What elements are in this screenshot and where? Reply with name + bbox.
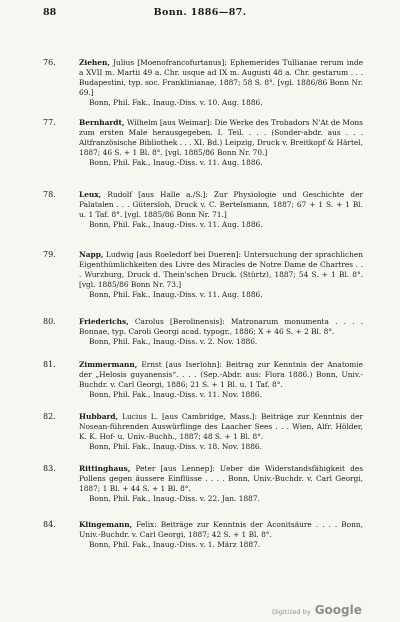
entry-text: Rudolf [aus Halle a./S.]: Zur Physiologie und Geschichte der Palatalen . . . Gütersloh, Druck v. C. Bertelsmann, 1887; 67 + 1 S. + 1 Bl. u. 1 Taf. 8°. [vgl. 1885/86 Bonn Nr. 71.] xyxy=(79,190,363,219)
entry-number: 79. xyxy=(43,250,56,259)
entry-number: 84. xyxy=(43,520,56,529)
entry-76 xyxy=(43,58,363,108)
entry-number: 83. xyxy=(43,464,56,473)
entry-78 xyxy=(43,190,363,230)
entry-note: Bonn, Phil. Fak., Inaug.-Diss. v. 11. Aug. 1886. xyxy=(89,220,263,229)
entry-81 xyxy=(43,360,363,400)
entry-note: Bonn, Phil. Fak., Inaug.-Diss. v. 18. Nov. 1886. xyxy=(89,442,262,451)
author-name: Rittinghaus, xyxy=(79,464,131,473)
author-name: Bernhardt, xyxy=(79,118,125,127)
digitized-watermark xyxy=(272,599,362,618)
entry-number: 77. xyxy=(43,118,56,127)
running-head: Bonn. 1886—87. xyxy=(153,7,247,18)
author-name: Zimmermann, xyxy=(79,360,138,369)
entry-84 xyxy=(43,520,363,550)
entry-text: Felix: Beiträge zur Kenntnis der Aconitsäure . . . . Bonn, Univ.-Buchdr. v. Carl Georgi, 1887; 42 S. + 1 Bl. 8°. xyxy=(79,520,363,539)
entry-80 xyxy=(43,317,363,347)
author-name: Ziehen, xyxy=(79,58,110,67)
entry-text: Ernst [aus Iserlohn]: Beitrag zur Kenntnis der Anatomie der „Helosis guyanensis“. . . . (Sep.-Abdr. aus: Flora 1886.) Bonn, Univ.-Buchdr. v. Carl Georgi, 1886; 21 S. + 1 Bl. u. 1 Taf. 8°. xyxy=(79,360,363,389)
page-number: 88 xyxy=(43,7,57,18)
entry-82 xyxy=(43,412,363,452)
entry-note: Bonn, Phil. Fak., Inaug.-Diss. v. 1. März 1887. xyxy=(89,540,261,549)
entry-number: 82. xyxy=(43,412,56,421)
entry-text: Carolus [Berolinensis]: Matronarum monumenta . . . . Bonnae, typ. Caroli Georgi acad. typogr., 1886; X + 46 S. + 2 Bl. 8°. xyxy=(79,317,363,336)
author-name: Hubbard, xyxy=(79,412,119,421)
page-header xyxy=(0,6,400,22)
entry-83 xyxy=(43,464,363,504)
entry-text: Ludwig [aus Roeledorf bei Dueren]: Untersuchung der sprachlichen Eigenthümlichkeiten des Livre des Miracles de Notre Dame de Chartres . . . Wurzburg, Druck d. Thein'schen Druck. (Stürtz), 1887; 54 S. + 1 Bl. 8°. [vgl. 1885/86 Bonn Nr. 73.] xyxy=(79,250,363,289)
entry-number: 78. xyxy=(43,190,56,199)
entry-note: Bonn, Phil. Fak., Inaug.-Diss. v. 10. Aug. 1886. xyxy=(89,98,263,107)
entry-text: Peter [aus Lennep]: Ueber die Widerstandsfähigkeit des Pollens gegen äussere Einflüsse . . . . Bonn, Univ.-Buchdr. v. Carl Georgi, 1887; 1 Bl. + 44 S. + 1 Bl. 8°. xyxy=(79,464,363,493)
google-logo: Google xyxy=(314,603,362,617)
entry-77 xyxy=(43,118,363,168)
entry-text: Wilhelm [aus Weimar]: Die Werke des Trobadors N'At de Mons zum ersten Male herausgegeben. I. Teil. . . . (Sonder-abdr. aus . . . Altfranzösische Bibliothek . . . XI. Bd.) Leipzig, Druck v. Breitkopf & Härtel, 1887; 46 S. + 1 Bl. 8°. [vgl. 1885/86 Bonn Nr. 70.] xyxy=(79,118,363,157)
entry-79 xyxy=(43,250,363,300)
entry-note: Bonn, Phil. Fak., Inaug.-Diss. v. 2. Nov. 1886. xyxy=(89,337,258,346)
entry-text: Julius [Moenofrancofurtanus]: Ephemerides Tullianae rerum inde a XVII m. Martii 49 a. Chr. usque ad IX m. Augusti 48 a. Chr. gestarum . . . Budapestini, typ. soc. Franklinianae, 1887; 58 S. 8°. [vgl. 1886/86 Bonn Nr. 69.] xyxy=(79,58,363,97)
entry-note: Bonn, Phil. Fak., Inaug.-Diss. v. 22. Jan. 1887. xyxy=(89,494,260,503)
digitized-by-label: Digitized by xyxy=(272,608,311,616)
entry-number: 80. xyxy=(43,317,56,326)
entry-note: Bonn, Phil. Fak., Inaug.-Diss. v. 11. Aug. 1886. xyxy=(89,158,263,167)
entry-number: 76. xyxy=(43,58,56,67)
author-name: Klingemann, xyxy=(79,520,133,529)
entry-note: Bonn, Phil. Fak., Inaug.-Diss. v. 11. Aug. 1886. xyxy=(89,290,263,299)
author-name: Friederichs, xyxy=(79,317,129,326)
entry-number: 81. xyxy=(43,360,56,369)
entry-text: Lucius L. [aus Cambridge, Mass.]: Beiträge zur Kenntnis der Nosean-führenden Auswürflinge des Laacher Sees . . . Wien, Alfr. Hölder, K. K. Hof- u. Univ.-Buchh., 1887; 48 S. + 1 Bl. 8°. xyxy=(79,412,363,441)
author-name: Leux, xyxy=(79,190,102,199)
entry-note: Bonn, Phil. Fak., Inaug.-Diss. v. 11. Nov. 1886. xyxy=(89,390,262,399)
author-name: Napp, xyxy=(79,250,104,259)
